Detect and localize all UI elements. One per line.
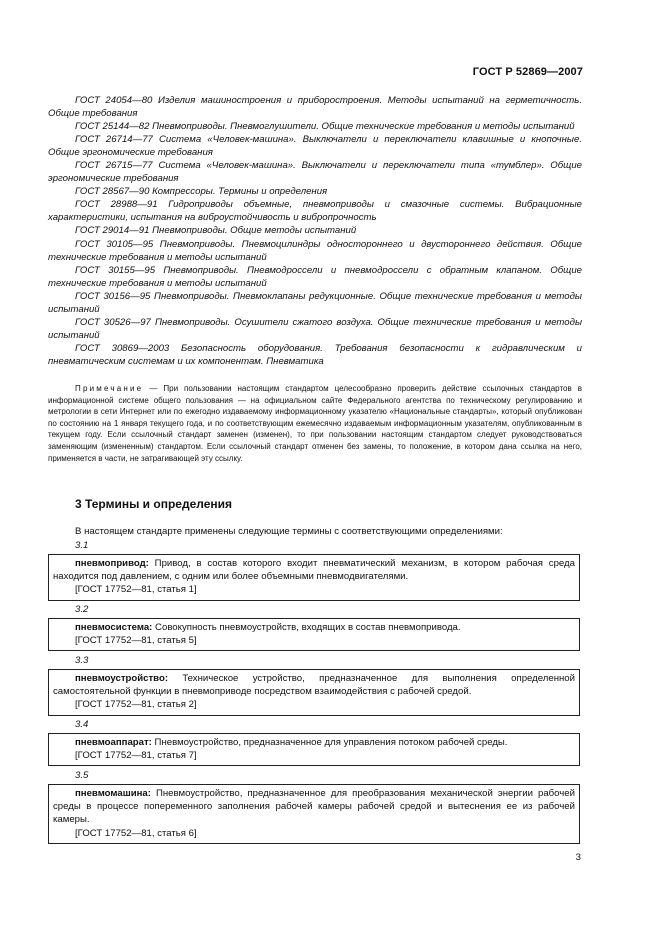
section-title: 3 Термины и определения bbox=[75, 497, 233, 511]
term-box bbox=[48, 554, 580, 601]
note-label: Примечание bbox=[75, 384, 144, 393]
term-name: пневмосистема: bbox=[75, 622, 153, 633]
reference-item: ГОСТ 26715—77 Система «Человек-машина». Выключатели и переключатели типа «тумблер». Общие эргономические требования bbox=[48, 160, 582, 185]
term-box bbox=[48, 669, 580, 716]
term-number: 3.1 bbox=[75, 540, 89, 551]
reference-item: ГОСТ 30155—95 Пневмоприводы. Пневмодроссели и пневмодроссели с обратным клапаном. Общие технические требования и методы испытаний bbox=[48, 264, 582, 289]
term-box bbox=[48, 733, 580, 766]
note-text: — При пользовании настоящим стандартом целесообразно проверить действие ссылочных стандартов в информационной системе общего пользования — на официальном сайте Федерального агентства по техническому регулированию и метрологии в сети Интернет или по ежегодно издаваемому информационному указателю «Национальные стандарты», который опубликован по состоянию на 1 января текущего года, и по соответствующим ежемесячно издаваемым информационным указателям, опубликованным в текущем году. Если ссылочный стандарт заменен (изменен), то при пользовании настоящим стандартом следует руководствоваться заменяющим (измененным) стандартом. Если ссылочный стандарт отменен без замены, то положение, в котором дана ссылка на него, применяется в части, не затрагивающей эту ссылку. bbox=[48, 384, 582, 463]
references-list bbox=[48, 94, 582, 368]
reference-item: ГОСТ 30869—2003 Безопасность оборудования. Требования безопасности к гидравлическим и пневматическим системам и их компонентам. Пневматика bbox=[48, 342, 582, 367]
term-source: [ГОСТ 17752—81, статья 5] bbox=[75, 635, 197, 647]
term-number: 3.3 bbox=[75, 655, 89, 666]
term-source: [ГОСТ 17752—81, статья 7] bbox=[75, 750, 197, 762]
reference-item: ГОСТ 28988—91 Гидроприводы объемные, пневмоприводы и смазочные системы. Вибрационные характеристики, испытания на виброустойчивость и вибропрочность bbox=[48, 199, 582, 224]
term-definition: Совокупность пневмоустройств, входящих в состав пневмопривода. bbox=[152, 622, 461, 633]
term-number: 3.2 bbox=[75, 604, 89, 615]
reference-item: ГОСТ 30105—95 Пневмоприводы. Пневмоцилиндры одностороннего и двустороннего действия. Общие технические требования и методы испытаний bbox=[48, 238, 582, 263]
term-source: [ГОСТ 17752—81, статья 6] bbox=[75, 827, 197, 839]
term-definition: Пневмоустройство, предназначенное для преобразования механической энергии рабочей среды в процессе попеременного заполнения рабочей камеры рабочей средой и вытеснения ее из рабочей камеры. bbox=[53, 788, 575, 826]
document-header: ГОСТ Р 52869—2007 bbox=[472, 66, 583, 78]
term-source: [ГОСТ 17752—81, статья 2] bbox=[75, 699, 197, 711]
page-number: 3 bbox=[575, 852, 581, 863]
reference-item: ГОСТ 29014—91 Пневмоприводы. Общие методы испытаний bbox=[75, 225, 357, 237]
reference-item: ГОСТ 25144—82 Пневмоприводы. Пневмоглушители. Общие технические требования и методы испытаний bbox=[75, 121, 575, 133]
reference-item: ГОСТ 26714—77 Система «Человек-машина». Выключатели и переключатели клавишные и кнопочные. Общие эргономические требования bbox=[48, 134, 582, 159]
term-box bbox=[48, 618, 580, 651]
reference-item: ГОСТ 28567—90 Компрессоры. Термины и определения bbox=[75, 186, 328, 198]
reference-item: ГОСТ 30156—95 Пневмоприводы. Пневмоклапаны редукционные. Общие технические требования и методы испытаний bbox=[48, 290, 582, 315]
term-definition: Привод, в состав которого входит пневматический механизм, в котором рабочая среда находится под давлением, с одним или более объемными пневмодвигателями. bbox=[53, 558, 575, 583]
section-intro: В настоящем стандарте применены следующие термины с соответствующими определениями: bbox=[75, 526, 503, 537]
term-name: пневмоаппарат: bbox=[75, 737, 152, 748]
term-definition: Техническое устройство, предназначенное для выполнения определенной самостоятельной функции в пневмоприводе посредством взаимодействия с рабочей средой. bbox=[53, 673, 575, 698]
note-block bbox=[48, 383, 582, 464]
term-name: пневмоустройство: bbox=[75, 673, 169, 684]
reference-item: ГОСТ 24054—80 Изделия машиностроения и приборостроения. Методы испытаний на герметичность. Общие требования bbox=[48, 95, 582, 120]
term-box bbox=[48, 784, 580, 844]
term-source: [ГОСТ 17752—81, статья 1] bbox=[75, 584, 197, 596]
term-name: пневмопривод: bbox=[75, 558, 149, 569]
term-name: пневмомашина: bbox=[75, 788, 151, 799]
term-number: 3.5 bbox=[75, 770, 89, 781]
reference-item: ГОСТ 30526—97 Пневмоприводы. Осушители сжатого воздуха. Общие технические требования и методы испытаний bbox=[48, 316, 582, 341]
term-definition: Пневмоустройство, предназначенное для управления потоком рабочей среды. bbox=[151, 737, 508, 748]
term-number: 3.4 bbox=[75, 719, 89, 730]
